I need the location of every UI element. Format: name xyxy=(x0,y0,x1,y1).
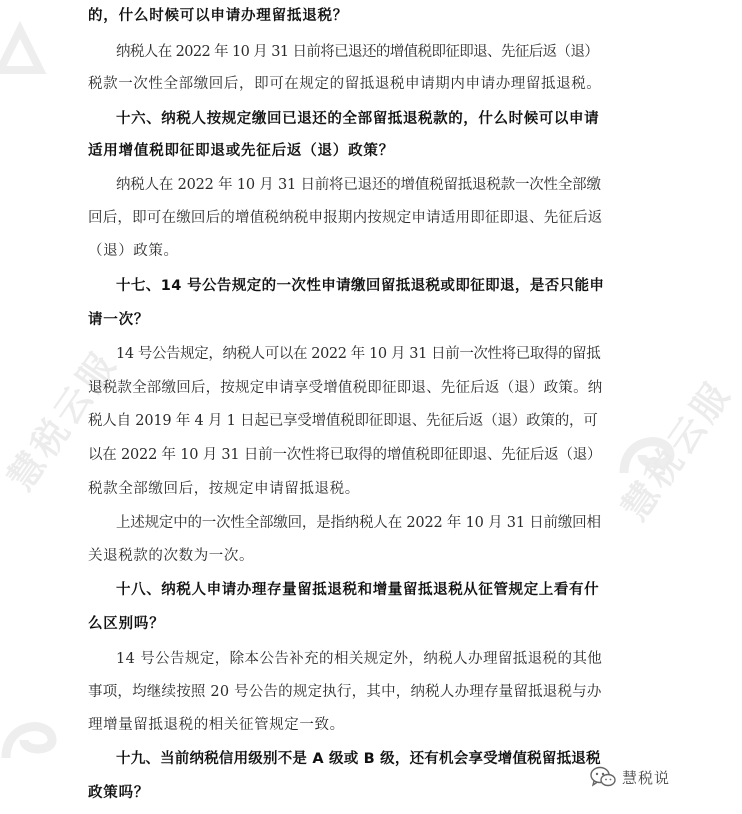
body-text-line: 税款一次性全部缴回后，即可在规定的留抵退税申请期内申请办理留抵退税。 xyxy=(88,76,602,92)
section-heading-line: 十八、纳税人申请办理存量留抵退税和增量留抵退税从征管规定上看有什 xyxy=(116,582,600,598)
body-text-line: 14 号公告规定，除本公告补充的相关规定外，纳税人办理留抵退税的其他 xyxy=(116,651,603,667)
brand-mark xyxy=(590,766,670,788)
section-heading-line: 请一次？ xyxy=(88,312,150,328)
watermark-logo-icon xyxy=(0,700,64,770)
body-text-line: 以在 2022 年 10 月 31 日前一次性将已取得的增值税即征即退、先征后返（退） xyxy=(88,447,602,463)
watermark-logo-icon xyxy=(0,20,50,80)
wechat-icon xyxy=(590,766,616,788)
section-heading-line: 么区别吗？ xyxy=(88,616,165,632)
watermark-text: 慧税云服 xyxy=(614,373,740,529)
body-text-line: 纳税人在 2022 年 10 月 31 日前将已退还的增值税留抵退税款一次性全部缴 xyxy=(116,177,601,193)
body-text-line: 纳税人在 2022 年 10 月 31 日前将已退还的增值税即征即退、先征后返（退） xyxy=(116,44,599,60)
body-text-line: 事项，均继续按照 20 号公告的规定执行，其中，纳税人办理存量留抵退税与办 xyxy=(88,684,602,700)
brand-label: 慧税说 xyxy=(621,768,670,787)
section-heading-line: 适用增值税即征即退或先征后返（退）政策？ xyxy=(88,143,394,159)
section-heading-line: 十六、纳税人按规定缴回已退还的全部留抵退税款的，什么时候可以申请 xyxy=(116,111,600,127)
section-heading-line: 十九、当前纳税信用级别不是 A 级或 B 级，还有机会享受增值税留抵退税 xyxy=(116,751,601,767)
section-heading-line: 十七、14 号公告规定的一次性申请缴回留抵退税或即征即退，是否只能申 xyxy=(116,278,605,294)
section-heading-line: 政策吗？ xyxy=(88,785,150,801)
body-text-line: 回后，即可在缴回后的增值税纳税申报期内按规定申请适用即征即退、先征后返 xyxy=(88,210,603,226)
watermark-logo-icon xyxy=(612,415,682,485)
body-text-line: 税款全部缴回后，按规定申请留抵退税。 xyxy=(88,481,360,497)
body-text-line: 退税款全部缴回后，按规定申请享受增值税即征即退、先征后返（退）政策。纳 xyxy=(88,380,603,396)
body-text-line: 上述规定中的一次性全部缴回，是指纳税人在 2022 年 10 月 31 日前缴回相 xyxy=(116,515,601,531)
body-text-line: 理增量留抵退税的相关征管规定一致。 xyxy=(88,717,345,733)
watermark-text: 慧税云服 xyxy=(0,343,126,499)
section-heading-line: 的，什么时候可以申请办理留抵退税？ xyxy=(88,8,349,24)
body-text-line: （退）政策。 xyxy=(88,243,179,259)
body-text-line: 关退税款的次数为一次。 xyxy=(88,548,255,564)
body-text-line: 14 号公告规定，纳税人可以在 2022 年 10 月 31 日前一次性将已取得的留抵 xyxy=(116,346,601,362)
body-text-line: 税人自 2019 年 4 月 1 日起已享受增值税即征即退、先征后返（退）政策的，可 xyxy=(88,413,598,429)
